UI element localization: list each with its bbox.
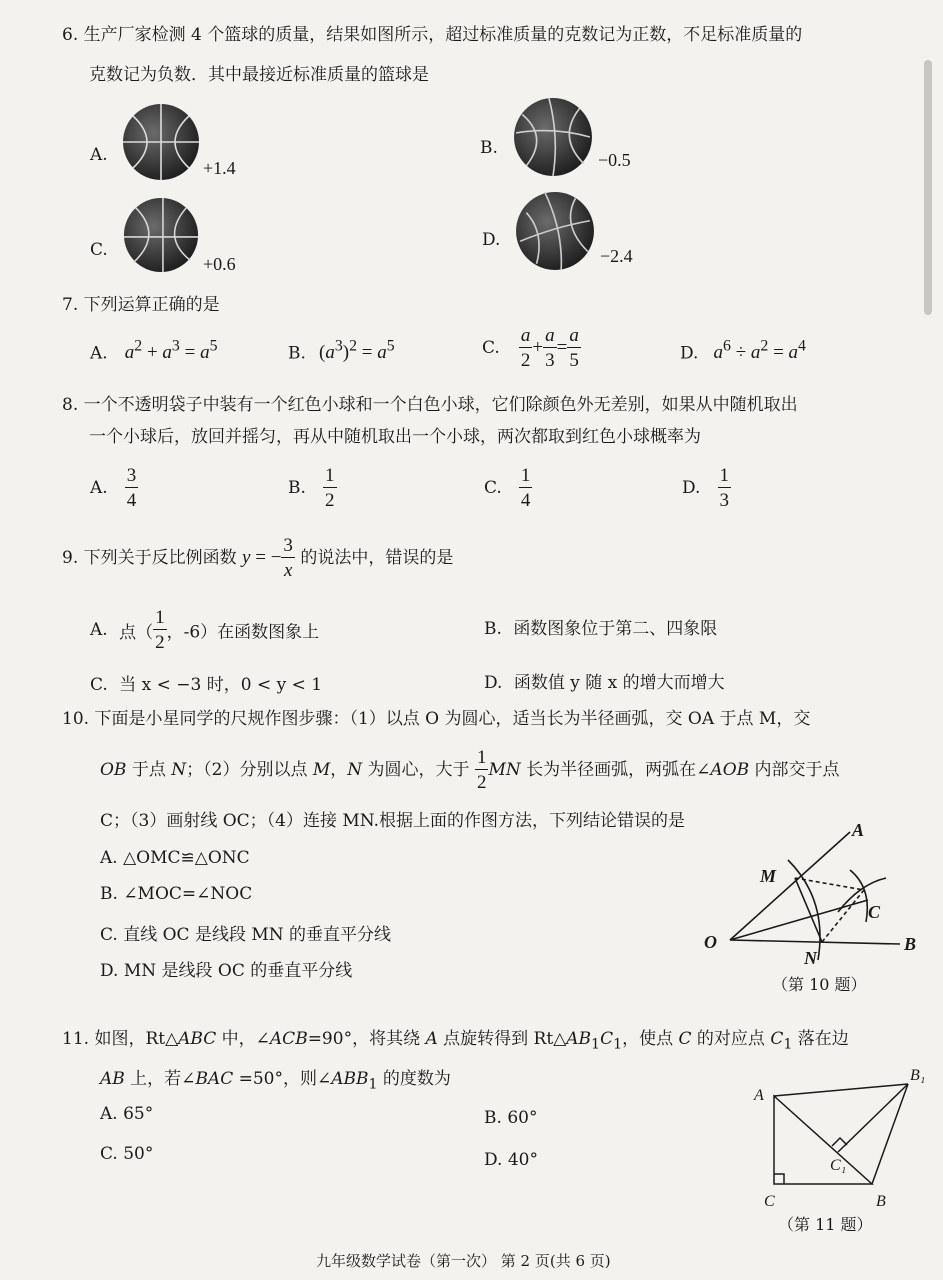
q11-figure-caption: （第 11 题） — [778, 1215, 873, 1234]
segment-c1b1 — [838, 1084, 908, 1152]
ray-ob — [730, 940, 900, 944]
q7-option-a[interactable]: A. $a^2 + a^3 = a^5$ — [90, 338, 218, 364]
arc-mn — [788, 860, 820, 960]
q8-option-a[interactable]: A. $\frac{3}{4}$ — [90, 465, 137, 511]
q6-option-c-value: +0.6 — [203, 254, 236, 274]
label-b: B — [876, 1193, 886, 1210]
q6-option-b-label[interactable]: B. — [480, 138, 498, 158]
triangle-abc — [774, 1096, 872, 1184]
q7-stem: 7. 下列运算正确的是 — [62, 295, 220, 315]
q6-option-d-value: −2.4 — [600, 246, 633, 266]
q7-option-b[interactable]: B. $(a^3)^2 = a^5$ — [288, 338, 395, 364]
basketball-a-image — [121, 102, 201, 182]
segment-ab1 — [774, 1084, 908, 1096]
q11-option-c[interactable]: C. 50° — [100, 1144, 154, 1164]
q6-option-b-value: −0.5 — [598, 150, 631, 170]
segment-b1b — [872, 1084, 908, 1184]
q6-line2: 克数记为负数．其中最接近标准质量的篮球是 — [89, 65, 429, 85]
label-c: C — [764, 1193, 775, 1210]
q8-line2: 一个小球后，放回并摇匀，再从中随机取出一个小球，两次都取到红色小球概率为 — [89, 427, 701, 447]
ray-oa — [730, 832, 850, 940]
q6-option-a-value: +1.4 — [203, 158, 236, 178]
basketball-c-image — [122, 196, 200, 274]
q8-option-b[interactable]: B. $\frac{1}{2}$ — [288, 465, 335, 511]
q9-option-c[interactable]: C. 当 x < −3 时，0 < y < 1 — [90, 675, 323, 695]
q11-figure — [750, 1066, 935, 1216]
basketball-b-image — [512, 96, 594, 178]
basketball-d-image — [514, 190, 596, 272]
q6-option-d-label[interactable]: D. — [482, 230, 501, 250]
q10-option-d[interactable]: D. MN 是线段 OC 的垂直平分线 — [100, 961, 353, 981]
q7-option-d[interactable]: D. $a^6 \div a^2 = a^4$ — [680, 338, 806, 364]
q9-stem: 9. 下列关于反比例函数 y = − $\frac{3}{x}$ 的说法中，错误的是 — [62, 535, 454, 581]
q11-option-d[interactable]: D. 40° — [484, 1150, 538, 1170]
label-b1: B₁ — [910, 1067, 926, 1084]
ray-oc — [730, 900, 868, 940]
q10-line2: OB 于点 N；（2）分别以点 M，N 为圆心，大于 $\frac{1}{2}$ MN 长为半径画弧，两弧在∠AOB 内部交于点 — [100, 747, 840, 793]
label-c1: C₁ — [830, 1157, 847, 1174]
page-footer: 九年级数学试卷（第一次） 第 2 页(共 6 页) — [316, 1252, 611, 1270]
q10-figure — [700, 820, 930, 970]
label-a: A — [852, 820, 865, 840]
q11-line1: 11. 如图，Rt△ABC 中，∠ACB=90°，将其绕 A 点旋转得到 $Rt\triangle AB_1C_1$，使点 C 的对应点 $C_1$ 落在边 — [62, 1029, 849, 1053]
q9-option-a[interactable]: A. 点（ $\frac{1}{2}$ ，-6）在函数图象上 — [90, 607, 320, 653]
q10-option-b[interactable]: B. ∠MOC=∠NOC — [100, 884, 253, 904]
label-o: O — [704, 932, 717, 952]
q10-line3: C；（3）画射线 OC；（4）连接 MN.根据上面的作图方法，下列结论错误的是 — [100, 811, 685, 831]
q10-figure-caption: （第 10 题） — [772, 975, 867, 994]
label-b: B — [904, 934, 917, 954]
q11-line2: AB 上，若∠BAC =50°，则$\angle ABB_1$ 的度数为 — [100, 1069, 451, 1093]
label-n: N — [804, 948, 817, 968]
q8-option-d[interactable]: D. $\frac{1}{3}$ — [682, 465, 730, 511]
q7-option-c[interactable]: C. $\frac{a}{2}$ + $\frac{a}{3}$ = $\frac{a}{5}$ — [482, 325, 579, 371]
q8-line1: 8. 一个不透明袋子中装有一个红色小球和一个白色小球，它们除颜色外无差别，如果从中随机取出 — [62, 395, 798, 415]
q6-line1: 6. 生产厂家检测 4 个篮球的质量，结果如图所示，超过标准质量的克数记为正数，不足标准质量的 — [62, 25, 803, 45]
q10-line1: 10. 下面是小星同学的尺规作图步骤：（1）以点 O 为圆心，适当长为半径画弧，交 OA 于点 M，交 — [62, 709, 811, 729]
q11-option-a[interactable]: A. 65° — [100, 1104, 154, 1124]
q6-option-c-label[interactable]: C. — [90, 240, 108, 260]
label-m: M — [760, 866, 777, 886]
q9-option-d[interactable]: D. 函数值 y 随 x 的增大而增大 — [484, 673, 725, 693]
right-angle-c — [774, 1174, 784, 1184]
q9-option-b[interactable]: B. 函数图象位于第二、四象限 — [484, 619, 718, 639]
q8-option-c[interactable]: C. $\frac{1}{4}$ — [484, 465, 531, 511]
label-a: A — [754, 1087, 764, 1104]
q10-option-a[interactable]: A. △OMC≌△ONC — [100, 848, 250, 868]
q10-option-c[interactable]: C. 直线 OC 是线段 MN 的垂直平分线 — [100, 925, 392, 945]
q6-option-a-label[interactable]: A. — [90, 145, 108, 165]
q6-number: 6. — [62, 25, 79, 45]
scrollbar[interactable] — [924, 60, 932, 315]
q11-option-b[interactable]: B. 60° — [484, 1108, 538, 1128]
label-c: C — [868, 902, 881, 922]
